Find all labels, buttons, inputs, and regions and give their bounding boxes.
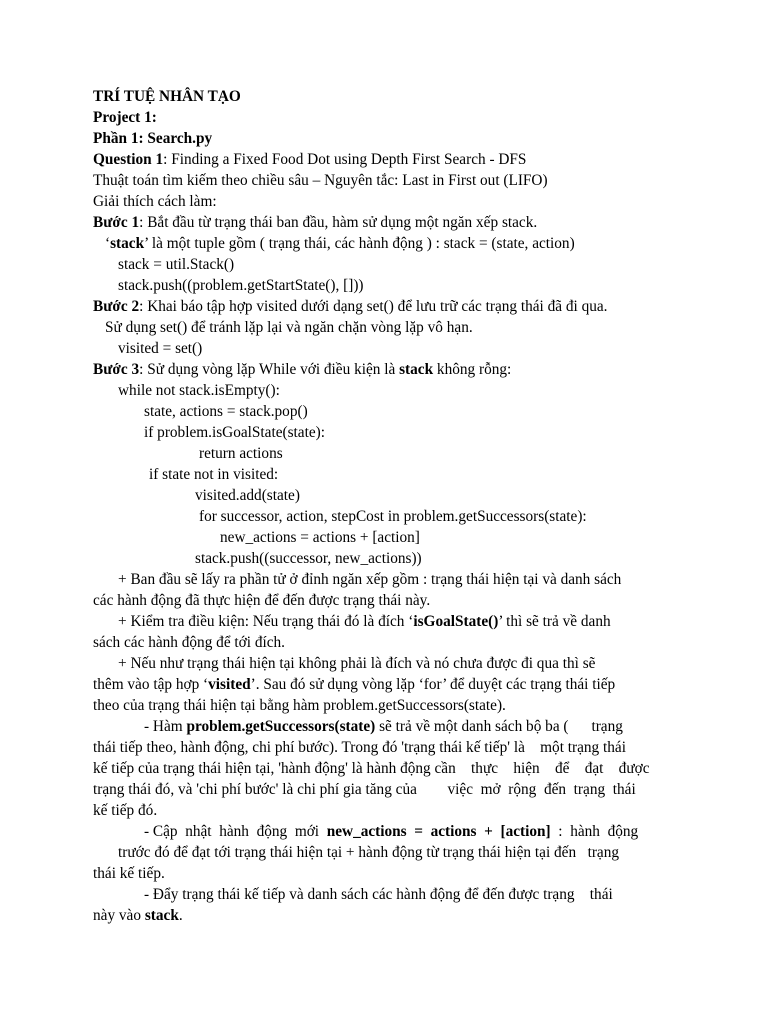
para4-line4: trạng thái đó, và 'chi phí bước' là chi phí gia tăng của việc mở rộng đến trạng thái xyxy=(93,781,636,798)
para2-text: + Kiểm tra điều kiện: Nếu trạng thái đó là đích ‘ xyxy=(118,613,414,630)
step3-line xyxy=(93,360,511,380)
project-heading: Project 1: xyxy=(93,109,157,126)
para4-text-end: sẽ trả về một danh sách bộ ba ( trạng xyxy=(375,718,623,735)
para6-line2 xyxy=(93,906,183,926)
new-actions-term: new_actions = actions + [action] xyxy=(326,823,551,840)
code-line-2: stack.push((problem.getStartState(), [])) xyxy=(118,277,364,294)
para2-text-end: ’ thì sẽ trả về danh xyxy=(498,613,611,630)
para5-line3: thái kế tiếp. xyxy=(93,865,165,882)
question-text: : Finding a Fixed Food Dot using Depth First Search - DFS xyxy=(163,151,527,168)
para6-text-end: . xyxy=(178,907,183,924)
code-line-11: new_actions = actions + [action] xyxy=(220,529,420,546)
code-line-12: stack.push((successor, new_actions)) xyxy=(195,550,422,567)
step1-line xyxy=(93,213,537,233)
code-line-10: for successor, action, stepCost in problem.getSuccessors(state): xyxy=(199,508,587,525)
step3-label: Bước 3 xyxy=(93,361,140,378)
algorithm-line: Thuật toán tìm kiếm theo chiều sâu – Nguyên tắc: Last in First out (LIFO) xyxy=(93,172,548,189)
step1-label: Bước 1 xyxy=(93,214,140,231)
para4-line5: kế tiếp đó. xyxy=(93,802,158,819)
isgoalstate-term: isGoalState() xyxy=(413,613,499,630)
stack-term: stack xyxy=(144,907,179,924)
step1-sub-text: ’ là một tuple gồm ( trạng thái, các hành động ) : stack = (state, action) xyxy=(144,235,575,252)
quote-open: ‘ xyxy=(105,235,111,252)
step2-sub-line: Sử dụng set() để tránh lặp lại và ngăn chặn vòng lặp vô hạn. xyxy=(105,319,473,336)
getsuccessors-term: problem.getSuccessors(state) xyxy=(186,718,376,735)
step3-text-end: không rỗng: xyxy=(433,361,512,378)
para3-line1: + Nếu như trạng thái hiện tại không phải là đích và nó chưa được đi qua thì sẽ xyxy=(118,655,596,672)
code-line-5: state, actions = stack.pop() xyxy=(144,403,308,420)
para2-line2: sách các hành động để tới đích. xyxy=(93,634,286,651)
code-line-6: if problem.isGoalState(state): xyxy=(144,424,325,441)
step2-text: : Khai báo tập hợp visited dưới dạng set() để lưu trữ các trạng thái đã đi qua. xyxy=(139,298,608,315)
step1-sub-line xyxy=(105,234,575,254)
stack-term: stack xyxy=(399,361,434,378)
para4-line2: thái tiếp theo, hành động, chi phí bước). Trong đó 'trạng thái kế tiếp' là một trạng thái xyxy=(93,739,626,756)
para5-line1 xyxy=(144,822,638,842)
para5-text: - Cập nhật hành động mới xyxy=(144,823,327,840)
para4-line3: kế tiếp của trạng thái hiện tại, 'hành động' là hành động cần thực hiện để đạt được xyxy=(93,760,650,777)
para3-text-end: ’. Sau đó sử dụng vòng lặp ‘for’ để duyệt các trạng thái tiếp xyxy=(250,676,616,693)
code-line-3: visited = set() xyxy=(118,340,203,357)
step3-text: : Sử dụng vòng lặp While với điều kiện là xyxy=(139,361,400,378)
visited-term: visited xyxy=(208,676,251,693)
step2-label: Bước 2 xyxy=(93,298,140,315)
explain-line: Giải thích cách làm: xyxy=(93,193,217,210)
para1-line2: các hành động đã thực hiện để đến được trạng thái này. xyxy=(93,592,431,609)
doc-title: TRÍ TUỆ NHÂN TẠO xyxy=(93,88,241,105)
para3-text: thêm vào tập hợp ‘ xyxy=(93,676,209,693)
code-line-4: while not stack.isEmpty(): xyxy=(118,382,280,399)
code-line-8: if state not in visited: xyxy=(149,466,279,483)
code-line-7: return actions xyxy=(199,445,283,462)
para4-text: - Hàm xyxy=(144,718,187,735)
para5-line2: trước đó để đạt tới trạng thái hiện tại + hành động từ trạng thái hiện tại đến trạng xyxy=(118,844,620,861)
para5-text-end: : hành động xyxy=(550,823,639,840)
code-line-1: stack = util.Stack() xyxy=(118,256,235,273)
step2-line xyxy=(93,297,608,317)
para2-line1 xyxy=(118,612,611,632)
part-heading: Phần 1: Search.py xyxy=(93,130,213,147)
stack-term: stack xyxy=(110,235,145,252)
para1-line1: + Ban đầu sẽ lấy ra phần tử ở đỉnh ngăn xếp gồm : trạng thái hiện tại và danh sách xyxy=(118,571,622,588)
question-line xyxy=(93,150,526,170)
para6-line1: - Đẩy trạng thái kế tiếp và danh sách các hành động để đến được trạng thái xyxy=(144,886,613,903)
para3-line3: theo của trạng thái hiện tại bằng hàm problem.getSuccessors(state). xyxy=(93,697,506,714)
para3-line2 xyxy=(93,675,615,695)
code-line-9: visited.add(state) xyxy=(195,487,300,504)
para4-line1 xyxy=(144,717,623,737)
para6-text: này vào xyxy=(93,907,145,924)
step1-text: : Bắt đầu từ trạng thái ban đầu, hàm sử dụng một ngăn xếp stack. xyxy=(139,214,538,231)
question-label: Question 1 xyxy=(93,151,164,168)
